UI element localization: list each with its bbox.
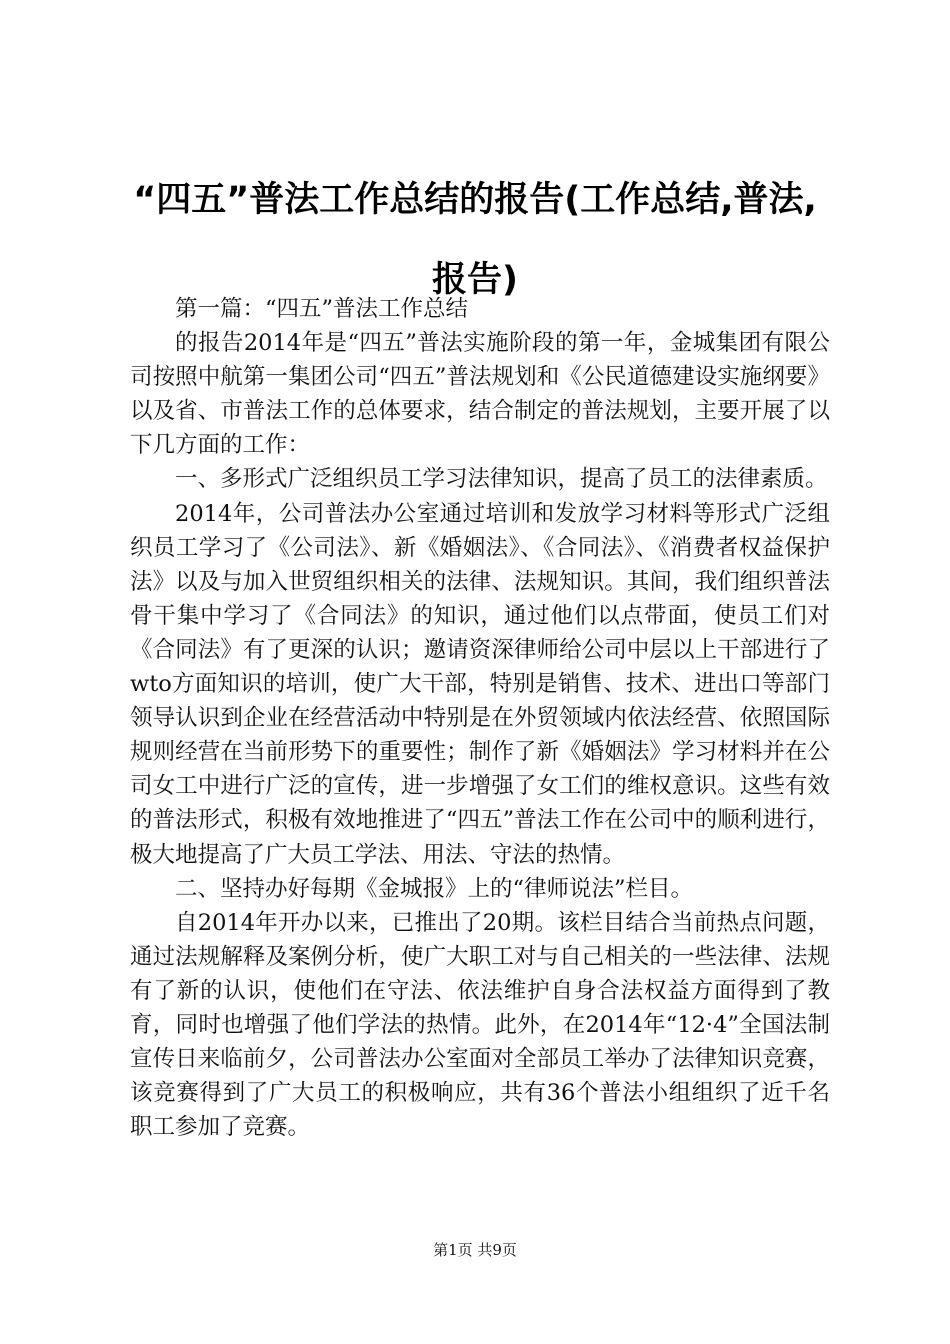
paragraph-section-heading: 二、坚持办好每期《金城报》上的“律师说法”栏目。 — [175, 875, 694, 902]
document-body — [130, 292, 830, 1144]
paragraph: 的报告2014年是“四五”普法实施阶段的第一年，金城集团有限公司按照中航第一集团公司“四五”普法规划和《公民道德建设实施纲要》以及省、市普法工作的总体要求，结合制定的普法规划，主要开展了以下几方面的工作： — [130, 330, 830, 459]
page-footer: 第1页 共9页 — [433, 1241, 517, 1259]
title-line-2: 报告) — [432, 260, 518, 300]
paragraph-heading: 第一篇：“四五”普法工作总结 — [175, 296, 469, 322]
paragraph: 自2014年开办以来，已推出了20期。该栏目结合当前热点问题，通过法规解释及案例分析，使广大职工对与自己相关的一些法律、法规有了新的认识，使他们在守法、依法维护自身合法权益方面得到了教育，同时也增强了他们学法的热情。此外，在2014年“12·4”全国法制宣传日来临前夕，公司普法办公室面对全部员工举办了法律知识竞赛，该竞赛得到了广大员工的积极响应，共有36个普法小组组织了近千名职工参加了竞赛。 — [130, 909, 830, 1141]
paragraph-section-heading: 一、多形式广泛组织员工学习法律知识，提高了员工的法律素质。 — [175, 466, 828, 493]
title-line-1: “四五”普法工作总结的报告(工作总结,普法, — [133, 180, 817, 220]
paragraph: 2014年，公司普法办公室通过培训和发放学习材料等形式广泛组织员工学习了《公司法》、新《婚姻法》、《合同法》、《消费者权益保护法》以及与加入世贸组织相关的法律、法规知识。其间，我们组织普法骨干集中学习了《合同法》的知识，通过他们以点带面，使员工们对《合同法》有了更深的认识；邀请资深律师给公司中层以上干部进行了wto方面知识的培训，使广大干部，特别是销售、技术、进出口等部门领导认识到企业在经营活动中特别是在外贸领域内依法经营、依照国际规则经营在当前形势下的重要性；制作了新《婚姻法》学习材料并在公司女工中进行广泛的宣传，进一步增强了女工们的维权意识。这些有效的普法形式，积极有效地推进了“四五”普法工作在公司中的顺利进行，极大地提高了广大员工学法、用法、守法的热情。 — [130, 500, 830, 868]
